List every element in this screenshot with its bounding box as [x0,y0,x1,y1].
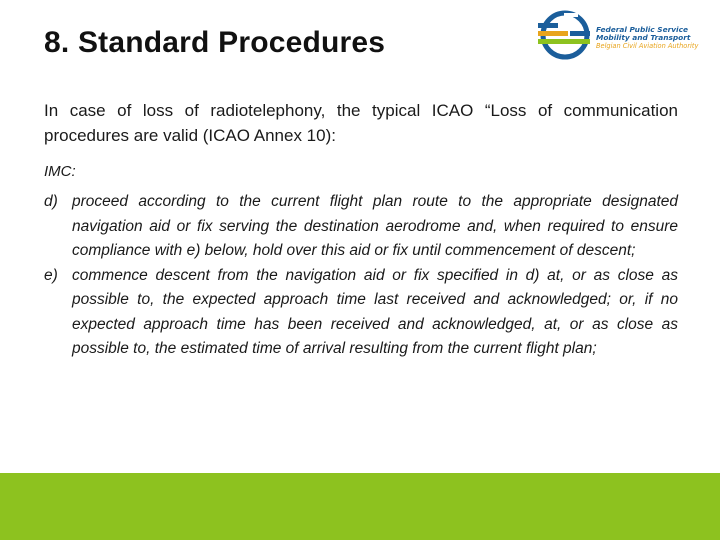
procedure-marker-e: e) [44,266,58,284]
fps-mobility-transport-logo-icon [536,8,594,64]
logo [536,8,699,68]
procedure-list [44,190,678,362]
procedure-marker-d: d) [44,193,58,210]
procedure-text-e: commence descent from the navigation aid or fix specified in d) at, or as close as possible to, the expected approach time last received and acknowledged; or, if no expected approach time has been received and acknowledged, at, or as close as possible to, the estimated time of arrival resulting from the current flight plan; [72,266,678,357]
logo-text [596,25,699,50]
page-title: 8. Standard Procedures [44,26,386,59]
procedure-item-e [44,264,678,362]
footer-bar [0,473,720,540]
procedure-text-d: proceed according to the current flight plan route to the appropriate designated navigation aid or fix serving the destination aerodrome and, when required to ensure compliance with e) below, hold over this aid or fix until commencement of descent; [72,193,678,259]
intro-paragraph: In case of loss of radiotelephony, the typical ICAO “Loss of communication procedures are valid (ICAO Annex 10): [44,101,678,145]
logo-line-1: Federal Public Service [596,25,688,34]
procedure-item-d [44,190,678,264]
imc-label: IMC: [44,163,76,180]
logo-line-3: Belgian Civil Aviation Authority [596,42,699,50]
logo-line-2: Mobility and Transport [596,33,691,42]
